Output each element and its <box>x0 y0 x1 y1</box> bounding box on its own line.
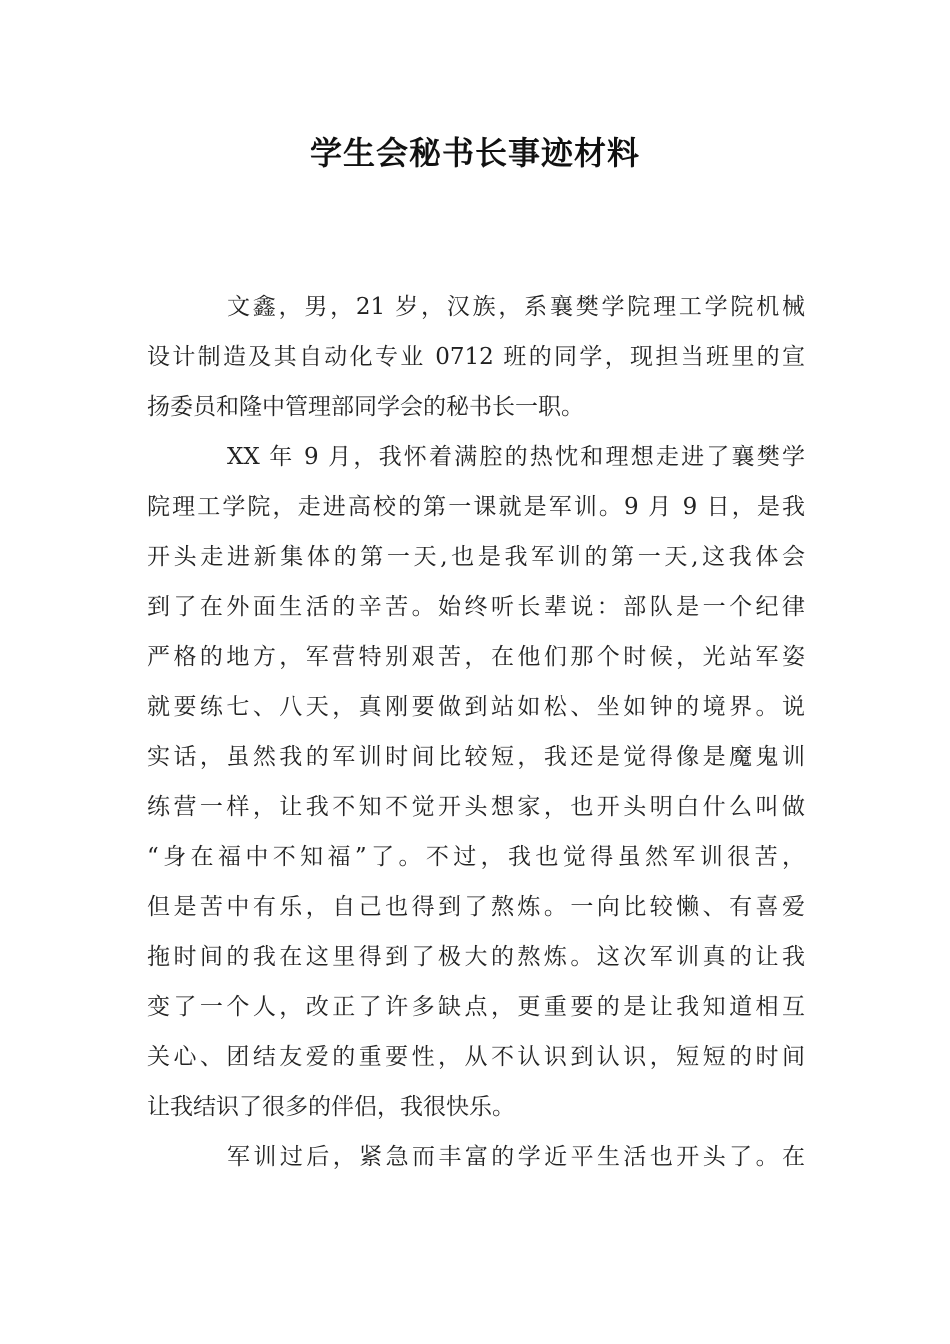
text-line: 院理工学院，走进高校的第一课就是军训。9 月 9 日，是我 <box>147 494 805 520</box>
document-body <box>147 282 805 1182</box>
text-line: 但是苦中有乐，自己也得到了熬炼。一向比较懒、有喜爱 <box>147 894 805 920</box>
text-line: 变了一个人，改正了许多缺点，更重要的是让我知道相互 <box>147 994 805 1020</box>
text-line: 让我结识了很多的伴侣，我很快乐。 <box>147 1094 515 1120</box>
paragraph-intro <box>147 282 805 432</box>
text-line: 实话，虽然我的军训时间比较短，我还是觉得像是魔鬼训 <box>147 744 805 770</box>
text-line: “身在福中不知福”了。不过，我也觉得虽然军训很苦， <box>147 844 805 870</box>
document-title: 学生会秘书长事迹材料 <box>309 134 640 172</box>
text-line: 设计制造及其自动化专业 0712 班的同学，现担当班里的宣 <box>147 344 805 370</box>
text-line: 练营一样，让我不知不觉开头想家，也开头明白什么叫做 <box>147 794 805 820</box>
paragraph-military-training <box>147 432 805 1132</box>
text-line: 拖时间的我在这里得到了极大的熬炼。这次军训真的让我 <box>147 944 805 970</box>
text-line: XX 年 9 月，我怀着满腔的热忱和理想走进了襄樊学 <box>227 444 805 470</box>
text-line: 严格的地方，军营特别艰苦，在他们那个时候，光站军姿 <box>147 644 805 670</box>
text-line: 就要练七、八天，真刚要做到站如松、坐如钟的境界。说 <box>147 694 805 720</box>
text-line: 关心、团结友爱的重要性，从不认识到认识，短短的时间 <box>147 1044 805 1070</box>
text-line: 扬委员和隆中管理部同学会的秘书长一职。 <box>147 394 584 420</box>
text-line: 开头走进新集体的第一天,也是我军训的第一天,这我体会 <box>147 544 805 570</box>
text-line: 军训过后，紧急而丰富的学近平生活也开头了。在 <box>227 1144 805 1170</box>
paragraph-study-life <box>147 1132 805 1182</box>
text-line: 文鑫，男，21 岁，汉族，系襄樊学院理工学院机械 <box>227 294 805 320</box>
text-line: 到了在外面生活的辛苦。始终听长辈说：部队是一个纪律 <box>147 594 805 620</box>
